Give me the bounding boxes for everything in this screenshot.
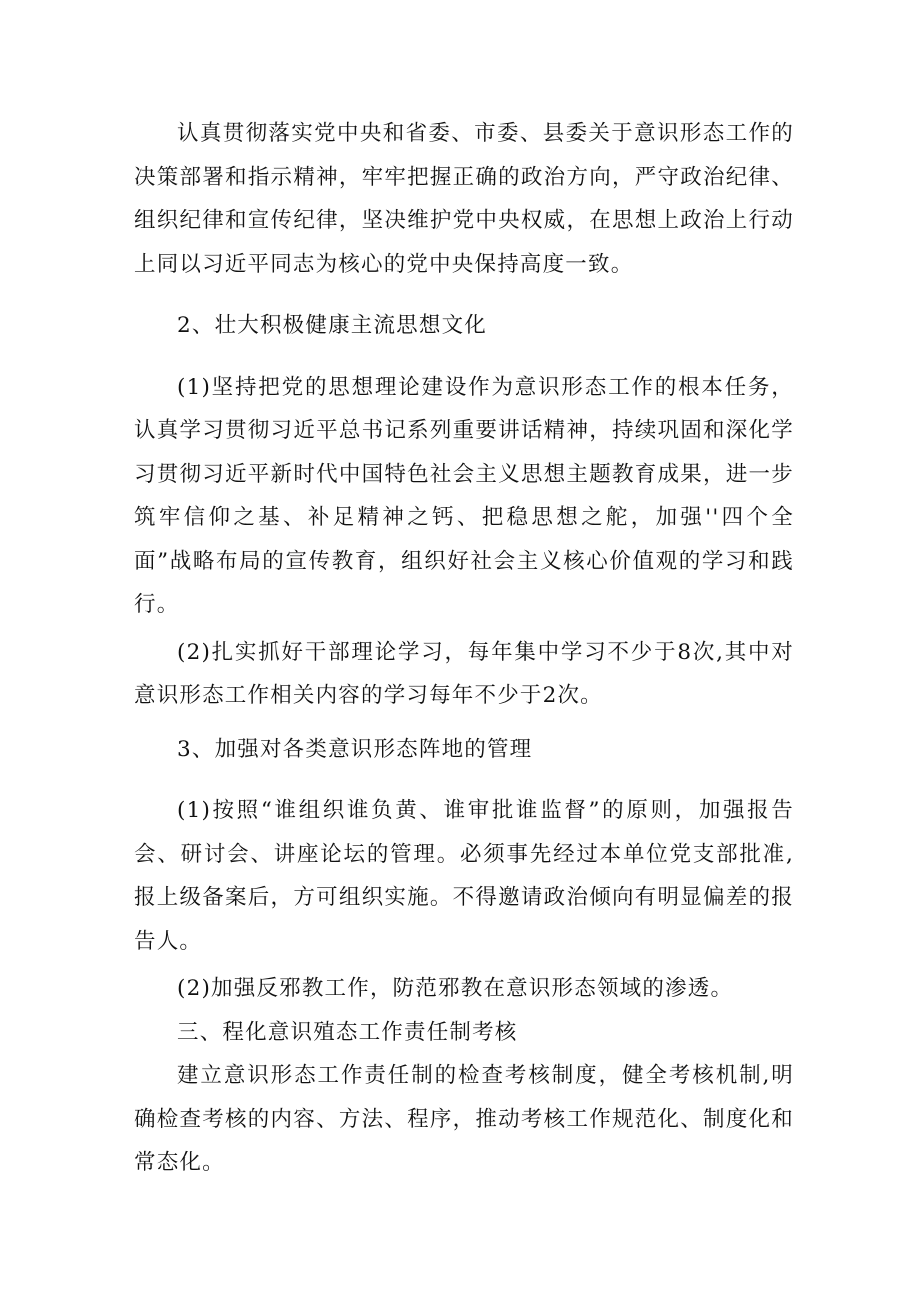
heading-responsibility-assessment: 三、程化意识殖态工作责任制考核 (177, 1019, 518, 1045)
paragraph-theory-building: (1)坚持把党的思想理论建设作为意识形态工作的根本任务，认真学习贯彻习近平总书记系列重要讲话精神，持续巩固和深化学习贯彻习近平新时代中国特色社会主义思想主题教育成果，进一步筑牢信仰之基、补足精神之钙、把稳思想之舵，加强''四个全面”战略布局的宣传教育，组织好社会主义核心价值观的学习和践行。 (134, 374, 794, 617)
paragraph-political-discipline: 认真贯彻落实党中央和省委、市委、县委关于意识形态工作的决策部署和指示精神，牢牢把握正确的政治方向，严守政治纪律、组织纪律和宣传纪律，坚决维护党中央权威，在思想上政治上行动上同以习近平同志为核心的党中央保持高度一致。 (134, 121, 794, 277)
paragraph-cadre-study: (2)扎实抓好干部理论学习，每年集中学习不少于8次,其中对意识形态工作相关内容的学习每年不少于2次。 (134, 639, 794, 708)
heading-mainstream-culture: 2、壮大积极健康主流思想文化 (177, 313, 487, 338)
paragraph-assessment-system: 建立意识形态工作责任制的检查考核制度，健全考核机制,明确检查考核的内容、方法、程序，推动考核工作规范化、制度化和常态化。 (134, 1063, 794, 1175)
paragraph-anti-cult: (2)加强反邪教工作，防范邪教在意识形态领域的渗透。 (177, 976, 734, 1001)
document-body (134, 112, 794, 1185)
paragraph-forum-management: (1)按照“谁组织谁负黄、谁审批谁监督”的原则，加强报告会、研讨会、讲座论坛的管理。必须事先经过本单位党支部批准,报上级备案后，方可组织实施。不得邀请政治倾向有明显偏差的报告人。 (134, 798, 794, 954)
heading-position-management: 3、加强对各类意识形态阵地的管理 (177, 736, 533, 762)
